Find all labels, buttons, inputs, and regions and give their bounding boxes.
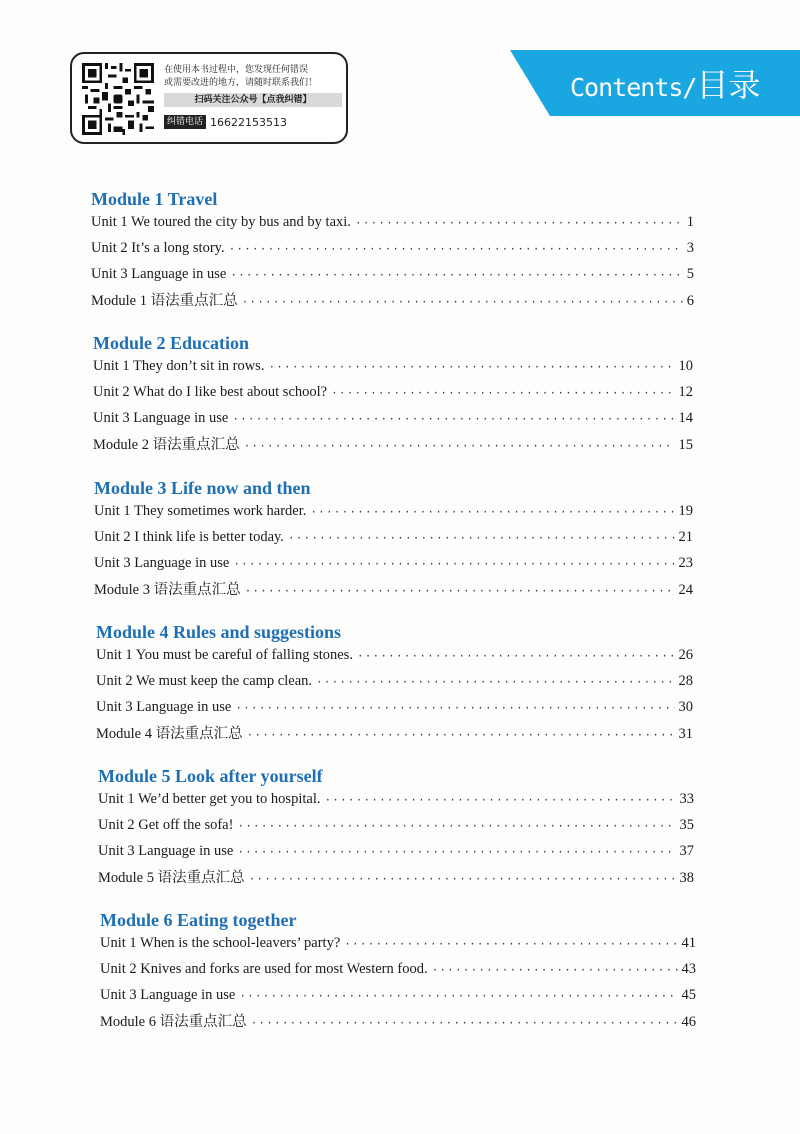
- toc-entry-label: Unit 1 We’d better get you to hospital.: [98, 791, 321, 807]
- toc-entry-label: Module 3 语法重点汇总: [94, 581, 241, 598]
- toc-entry-label: Unit 3 Language in use: [91, 266, 227, 283]
- dot-leader: [288, 527, 675, 551]
- toc-entry[interactable]: [94, 551, 693, 577]
- toc-entry-page-number: 15: [678, 436, 693, 453]
- toc-entry[interactable]: [100, 983, 696, 1009]
- contents-heading-zh: 目录: [696, 66, 761, 104]
- toc-entry-page-number: 30: [678, 699, 693, 716]
- toc-entry[interactable]: [98, 813, 694, 839]
- dot-leader: [344, 933, 677, 957]
- toc-entry-page-number: 1: [686, 214, 694, 230]
- toc-entry-page-number: 3: [686, 240, 694, 257]
- module-title: Module 1 Travel: [91, 189, 218, 209]
- toc-entry[interactable]: [98, 787, 694, 813]
- dot-leader: [310, 501, 674, 525]
- toc-entry[interactable]: [91, 289, 694, 315]
- toc-entry-label: Unit 3 Language in use: [100, 987, 236, 1004]
- toc-entry[interactable]: [100, 1010, 696, 1036]
- toc-entry[interactable]: [93, 406, 693, 432]
- toc-entry-label: Module 2 语法重点汇总: [93, 436, 240, 453]
- toc-entry-label: Module 1 语法重点汇总: [91, 292, 238, 309]
- toc-entry-label: Unit 2 Get off the sofa!: [98, 817, 234, 834]
- toc-entry-label: Module 4 语法重点汇总: [96, 725, 243, 742]
- toc-entry-page-number: 5: [686, 266, 694, 283]
- qr-code-icon[interactable]: [82, 63, 154, 135]
- toc-entry-page-number: 12: [678, 384, 693, 401]
- dot-leader: [245, 580, 675, 604]
- dot-leader: [268, 356, 674, 380]
- dot-leader: [432, 959, 678, 983]
- toc-entry-page-number: 38: [679, 869, 694, 886]
- toc-entry[interactable]: [100, 931, 696, 957]
- qr-card-phone-number: 16622153513: [210, 115, 287, 129]
- toc-entry-page-number: 19: [678, 503, 693, 519]
- toc-entry-page-number: 23: [678, 555, 693, 572]
- toc-entry[interactable]: [96, 669, 693, 695]
- toc-entry[interactable]: [94, 578, 693, 604]
- toc-entry-label: Unit 3 Language in use: [93, 410, 229, 427]
- qr-card-line2: 或需要改进的地方，请随时联系我们！: [164, 78, 318, 88]
- toc-entry-page-number: 26: [678, 647, 693, 663]
- toc-entry-label: Unit 2 We must keep the camp clean.: [96, 673, 312, 690]
- toc-entry-page-number: 21: [678, 529, 693, 546]
- qr-card-phone-label: 纠错电话: [164, 115, 206, 129]
- toc-entry[interactable]: [96, 643, 693, 669]
- module-2: [93, 332, 693, 459]
- dot-leader: [230, 264, 682, 288]
- dot-leader: [357, 645, 675, 669]
- dot-leader: [233, 553, 674, 577]
- toc-entry[interactable]: [94, 525, 693, 551]
- toc-entry-label: Unit 2 It’s a long story.: [91, 240, 225, 257]
- toc-entry-page-number: 6: [686, 292, 694, 309]
- dot-leader: [239, 985, 677, 1009]
- dot-leader: [331, 382, 674, 406]
- dot-leader: [251, 1012, 678, 1036]
- toc-entry-label: Unit 1 We toured the city by bus and by taxi.: [91, 214, 351, 230]
- toc-entry-page-number: 28: [678, 673, 693, 690]
- dot-leader: [229, 238, 683, 262]
- dot-leader: [242, 291, 683, 315]
- toc-entry[interactable]: [91, 210, 694, 236]
- module-6: [100, 909, 696, 1036]
- toc-entry-page-number: 24: [678, 581, 693, 598]
- module-4: [96, 621, 693, 748]
- toc-entry[interactable]: [96, 722, 693, 748]
- toc-entry-label: Unit 1 They sometimes work harder.: [94, 503, 307, 519]
- module-3: [94, 477, 693, 604]
- toc-entry[interactable]: [93, 354, 693, 380]
- dot-leader: [247, 724, 675, 748]
- toc-entry[interactable]: [98, 866, 694, 892]
- module-1: [91, 188, 694, 315]
- contents-heading: [570, 60, 760, 106]
- toc-entry[interactable]: [100, 957, 696, 983]
- toc-entry-page-number: 33: [679, 791, 694, 807]
- qr-card-phone-row: [164, 115, 342, 129]
- toc-entry-page-number: 14: [678, 410, 693, 427]
- module-title: Module 3 Life now and then: [94, 478, 311, 498]
- toc-entry[interactable]: [96, 695, 693, 721]
- dot-leader: [232, 408, 674, 432]
- dot-leader: [316, 671, 675, 695]
- toc-entry-label: Unit 2 I think life is better today.: [94, 529, 284, 546]
- toc-entry[interactable]: [91, 236, 694, 262]
- toc-entry-page-number: 35: [679, 817, 694, 834]
- module-5: [98, 765, 694, 892]
- dot-leader: [324, 789, 675, 813]
- toc-entry-label: Unit 1 When is the school-leavers’ party?: [100, 935, 341, 951]
- toc-entry-page-number: 10: [678, 358, 693, 374]
- toc-entry-page-number: 31: [678, 725, 693, 742]
- toc-entry-label: Module 5 语法重点汇总: [98, 869, 245, 886]
- qr-card-line1: 在使用本书过程中，您发现任何错误: [164, 65, 309, 75]
- toc-entry[interactable]: [93, 380, 693, 406]
- toc-entry[interactable]: [94, 499, 693, 525]
- module-title: Module 6 Eating together: [100, 910, 297, 930]
- dot-leader: [244, 435, 675, 459]
- dot-leader: [249, 868, 676, 892]
- dot-leader: [237, 815, 675, 839]
- toc-entry-label: Unit 1 You must be careful of falling stones.: [96, 647, 353, 663]
- toc-entry-page-number: 43: [681, 961, 696, 978]
- qr-feedback-card: [70, 52, 348, 144]
- module-title: Module 2 Education: [93, 333, 250, 353]
- toc-entry-label: Unit 3 Language in use: [96, 699, 232, 716]
- dot-leader: [235, 697, 674, 721]
- dot-leader: [237, 841, 675, 865]
- dot-leader: [355, 212, 683, 236]
- toc-entry-label: Unit 3 Language in use: [94, 555, 230, 572]
- qr-card-text: [164, 64, 342, 129]
- qr-card-follow: 扫码关注公众号【点我纠错】: [164, 93, 342, 107]
- toc-entry-page-number: 46: [681, 1013, 696, 1030]
- module-title: Module 4 Rules and suggestions: [96, 622, 342, 642]
- toc-entry-label: Unit 2 Knives and forks are used for most Western food.: [100, 961, 428, 978]
- toc-entry[interactable]: [98, 839, 694, 865]
- toc-entry[interactable]: [91, 262, 694, 288]
- toc-entry-page-number: 37: [679, 843, 694, 860]
- toc-entry[interactable]: [93, 433, 693, 459]
- toc-entry-label: Unit 3 Language in use: [98, 843, 234, 860]
- module-title: Module 5 Look after yourself: [98, 766, 323, 786]
- toc-entry-label: Module 6 语法重点汇总: [100, 1013, 247, 1030]
- toc-entry-page-number: 45: [681, 987, 696, 1004]
- toc-entry-label: Unit 2 What do I like best about school?: [93, 384, 328, 401]
- toc-entry-page-number: 41: [681, 935, 696, 951]
- toc-entry-label: Unit 1 They don’t sit in rows.: [93, 358, 265, 374]
- contents-heading-en: Contents/: [570, 73, 697, 102]
